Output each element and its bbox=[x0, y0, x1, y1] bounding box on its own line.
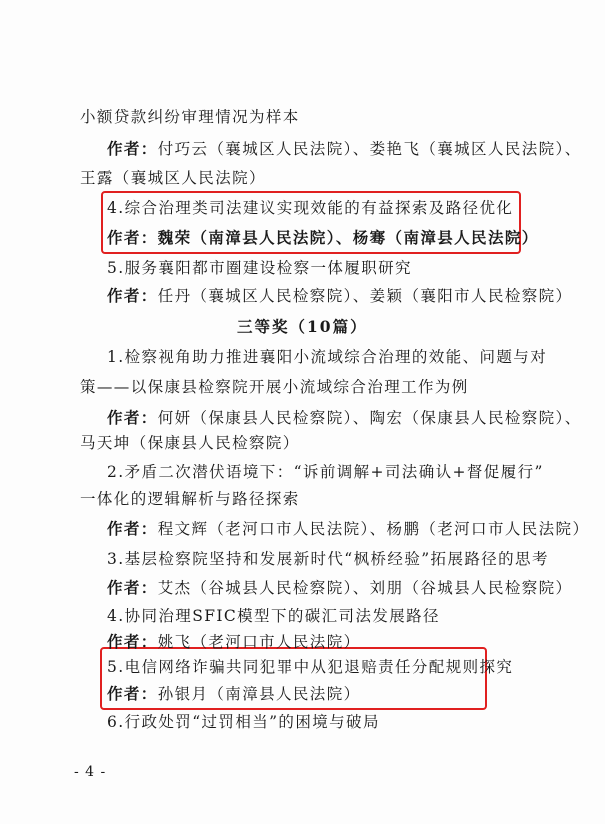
author-label: 作者： bbox=[107, 578, 158, 597]
award-title: 5.电信网络诈骗共同犯罪中从犯退赔责任分配规则探究 bbox=[107, 658, 514, 676]
author-names: 姚飞（老河口市人民法院） bbox=[157, 633, 361, 651]
author-names: 付巧云（襄城区人民法院）、娄艳飞（襄城区人民法院）、 bbox=[157, 140, 582, 158]
text-line: 马天坤（保康县人民检察院） bbox=[80, 434, 300, 452]
author-line bbox=[107, 577, 572, 599]
author-label: 作者： bbox=[107, 139, 158, 158]
author-label: 作者： bbox=[107, 408, 158, 427]
author-names: 艾杰（谷城县人民检察院）、刘朋（谷城县人民检察院） bbox=[157, 579, 573, 597]
author-line bbox=[107, 285, 572, 307]
author-line bbox=[107, 631, 361, 653]
author-label: 作者： bbox=[107, 519, 158, 538]
author-label: 作者： bbox=[107, 286, 158, 305]
author-line bbox=[107, 518, 589, 540]
award-title: 5.服务襄阳都市圈建设检察一体履职研究 bbox=[107, 259, 412, 277]
text-line: 王露（襄城区人民法院） bbox=[80, 169, 266, 187]
author-names: 任丹（襄城区人民检察院）、姜颖（襄阳市人民检察院） bbox=[157, 287, 573, 305]
award-title: 4.综合治理类司法建议实现效能的有益探索及路径优化 bbox=[107, 199, 514, 217]
page-number: - 4 - bbox=[74, 764, 107, 780]
author-label: 作者： bbox=[107, 632, 158, 651]
author-line bbox=[107, 407, 582, 429]
author-names: 程文辉（老河口市人民法院）、杨鹏（老河口市人民法院） bbox=[157, 520, 590, 538]
author-names: 魏荣（南漳县人民法院）、杨骞（南漳县人民法院） bbox=[157, 228, 539, 247]
award-title: 3.基层检察院坚持和发展新时代“枫桥经验”拓展路径的思考 bbox=[107, 550, 549, 568]
author-line bbox=[107, 227, 539, 249]
text-line: 小额贷款纠纷审理情况为样本 bbox=[80, 108, 300, 126]
author-label: 作者： bbox=[107, 684, 158, 703]
award-title: 2.矛盾二次潜伏语境下：“诉前调解+司法确认+督促履行” bbox=[107, 463, 544, 481]
author-line bbox=[107, 138, 582, 160]
text-line: 策——以保康县检察院开展小流域综合治理工作为例 bbox=[80, 378, 469, 396]
text-line: 一体化的逻辑解析与路径探索 bbox=[80, 490, 300, 508]
award-title: 1.检察视角助力推进襄阳小流域综合治理的效能、问题与对 bbox=[107, 348, 548, 366]
award-title: 6.行政处罚“过罚相当”的困境与破局 bbox=[107, 713, 380, 731]
author-label: 作者： bbox=[107, 228, 158, 247]
section-title: 三等奖（10篇） bbox=[237, 317, 368, 336]
author-names: 孙银月（南漳县人民法院） bbox=[157, 685, 361, 703]
author-names: 何妍（保康县人民检察院）、陶宏（保康县人民检察院）、 bbox=[157, 409, 582, 427]
author-line bbox=[107, 683, 361, 705]
award-title: 4.协同治理SFIC模型下的碳汇司法发展路径 bbox=[107, 607, 440, 625]
